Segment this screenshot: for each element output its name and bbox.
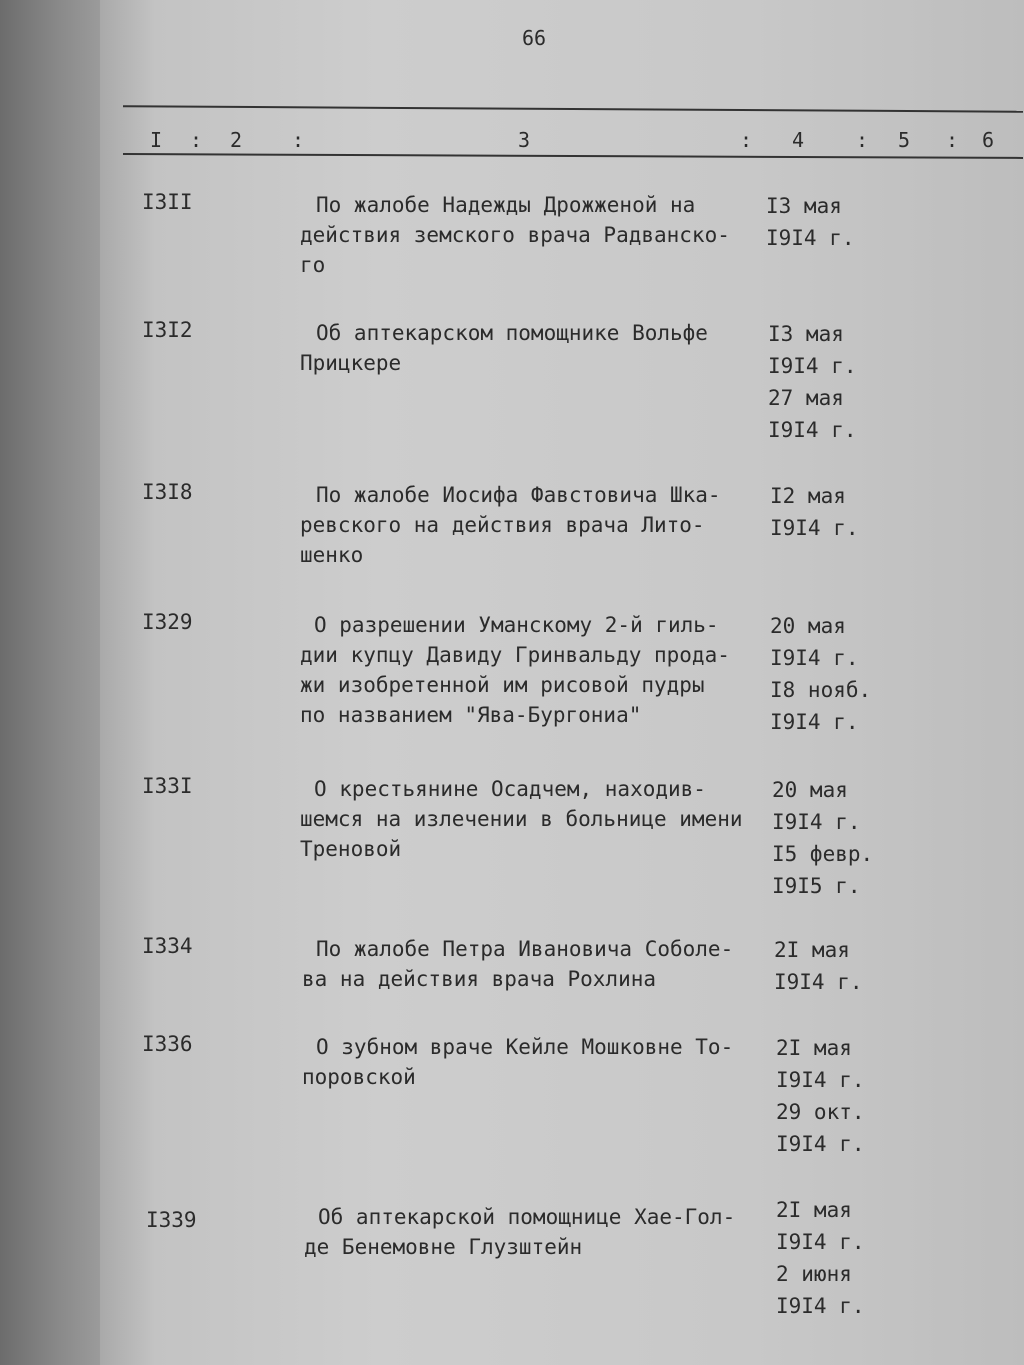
description-line: действия земского врача Радванско- xyxy=(300,223,730,247)
date-line: I9I4 г. xyxy=(770,710,859,734)
description-line: Прицкере xyxy=(300,351,402,375)
date-line: I9I4 г. xyxy=(772,810,861,834)
description-line: поровской xyxy=(302,1065,416,1089)
description-line: По жалобе Надежды Дрожженой на xyxy=(316,193,696,217)
description-line: По жалобе Петра Ивановича Соболе- xyxy=(316,937,734,961)
description-line: О разрешении Уманскому 2-й гиль- xyxy=(314,613,719,637)
date-line: I9I4 г. xyxy=(776,1132,865,1156)
description-line: жи изобретенной им рисовой пудры xyxy=(300,673,705,697)
description-line: О зубном враче Кейле Мошковне То- xyxy=(316,1035,734,1059)
column-header: 5 xyxy=(898,128,911,152)
date-line: I9I4 г. xyxy=(776,1230,865,1254)
date-line: I3 мая xyxy=(766,194,842,218)
entry-description xyxy=(300,610,780,730)
entry-description xyxy=(302,1032,762,1092)
date-line: I2 мая xyxy=(770,484,846,508)
date-line: I3 мая xyxy=(768,322,844,346)
entry-dates xyxy=(776,1032,865,1160)
date-line: I5 февр. xyxy=(772,842,874,866)
date-line: I9I4 г. xyxy=(774,970,863,994)
entry-description xyxy=(304,1202,764,1262)
entry-number: I3I2 xyxy=(142,318,193,342)
entry-dates xyxy=(770,610,871,738)
entry-dates xyxy=(772,774,873,902)
entry-dates xyxy=(770,480,859,544)
date-line: I9I4 г. xyxy=(770,646,859,670)
description-line: шенко xyxy=(300,543,364,567)
date-line: 20 мая xyxy=(772,778,848,802)
description-line: Треновой xyxy=(300,837,402,861)
entry-dates xyxy=(776,1194,865,1322)
entry-description xyxy=(300,318,760,378)
date-line: 2I мая xyxy=(774,938,850,962)
date-line: I9I5 г. xyxy=(772,874,861,898)
column-header: 2 xyxy=(230,128,243,152)
date-line: I9I4 г. xyxy=(768,418,857,442)
column-separator: : xyxy=(740,128,753,152)
date-line: I9I4 г. xyxy=(768,354,857,378)
page-number: 66 xyxy=(522,26,547,50)
binding-shadow xyxy=(0,0,100,1365)
entry-description xyxy=(302,934,762,994)
column-separator: : xyxy=(946,128,959,152)
column-separator: : xyxy=(292,128,305,152)
description-line: по названием "Ява-Бургониа" xyxy=(300,703,642,727)
date-line: 20 мая xyxy=(770,614,846,638)
date-line: I9I4 г. xyxy=(770,516,859,540)
entry-number: I334 xyxy=(142,934,193,958)
description-line: Об аптекарской помощнице Хае-Гол- xyxy=(318,1205,736,1229)
column-header: I xyxy=(150,128,163,152)
entry-dates xyxy=(766,190,855,254)
description-line: дии купцу Давиду Гринвальду прода- xyxy=(300,643,730,667)
entry-dates xyxy=(774,934,863,998)
date-line: 29 окт. xyxy=(776,1100,865,1124)
entry-number: I329 xyxy=(142,610,193,634)
column-separator: : xyxy=(856,128,869,152)
description-line: О крестьянине Осадчем, находив- xyxy=(314,777,706,801)
entry-description xyxy=(300,774,790,864)
date-line: I9I4 г. xyxy=(776,1294,865,1318)
entry-description xyxy=(300,190,760,280)
entry-number: I336 xyxy=(142,1032,193,1056)
entry-number: I3II xyxy=(142,190,193,214)
date-line: I9I4 г. xyxy=(766,226,855,250)
date-line: I8 нояб. xyxy=(770,678,872,702)
description-line: По жалобе Иосифа Фавстовича Шка- xyxy=(316,483,721,507)
description-line: шемся на излечении в больнице имени xyxy=(300,807,743,831)
description-line: го xyxy=(300,253,326,277)
entry-number: I33I xyxy=(142,774,193,798)
column-separator: : xyxy=(190,128,203,152)
description-line: де Бенемовне Глузштейн xyxy=(304,1235,583,1259)
date-line: I9I4 г. xyxy=(776,1068,865,1092)
date-line: 2I мая xyxy=(776,1036,852,1060)
description-line: Об аптекарском помощнике Вольфе xyxy=(316,321,708,345)
entry-number: I3I8 xyxy=(142,480,193,504)
column-header: 3 xyxy=(518,128,531,152)
description-line: ва на действия врача Рохлина xyxy=(302,967,657,991)
entry-description xyxy=(300,480,760,570)
entry-dates xyxy=(768,318,857,446)
date-line: 27 мая xyxy=(768,386,844,410)
column-header: 4 xyxy=(792,128,805,152)
column-header: 6 xyxy=(982,128,995,152)
date-line: 2I мая xyxy=(776,1198,852,1222)
description-line: ревского на действия врача Лито- xyxy=(300,513,705,537)
date-line: 2 июня xyxy=(776,1262,852,1286)
entry-number: I339 xyxy=(146,1208,197,1232)
